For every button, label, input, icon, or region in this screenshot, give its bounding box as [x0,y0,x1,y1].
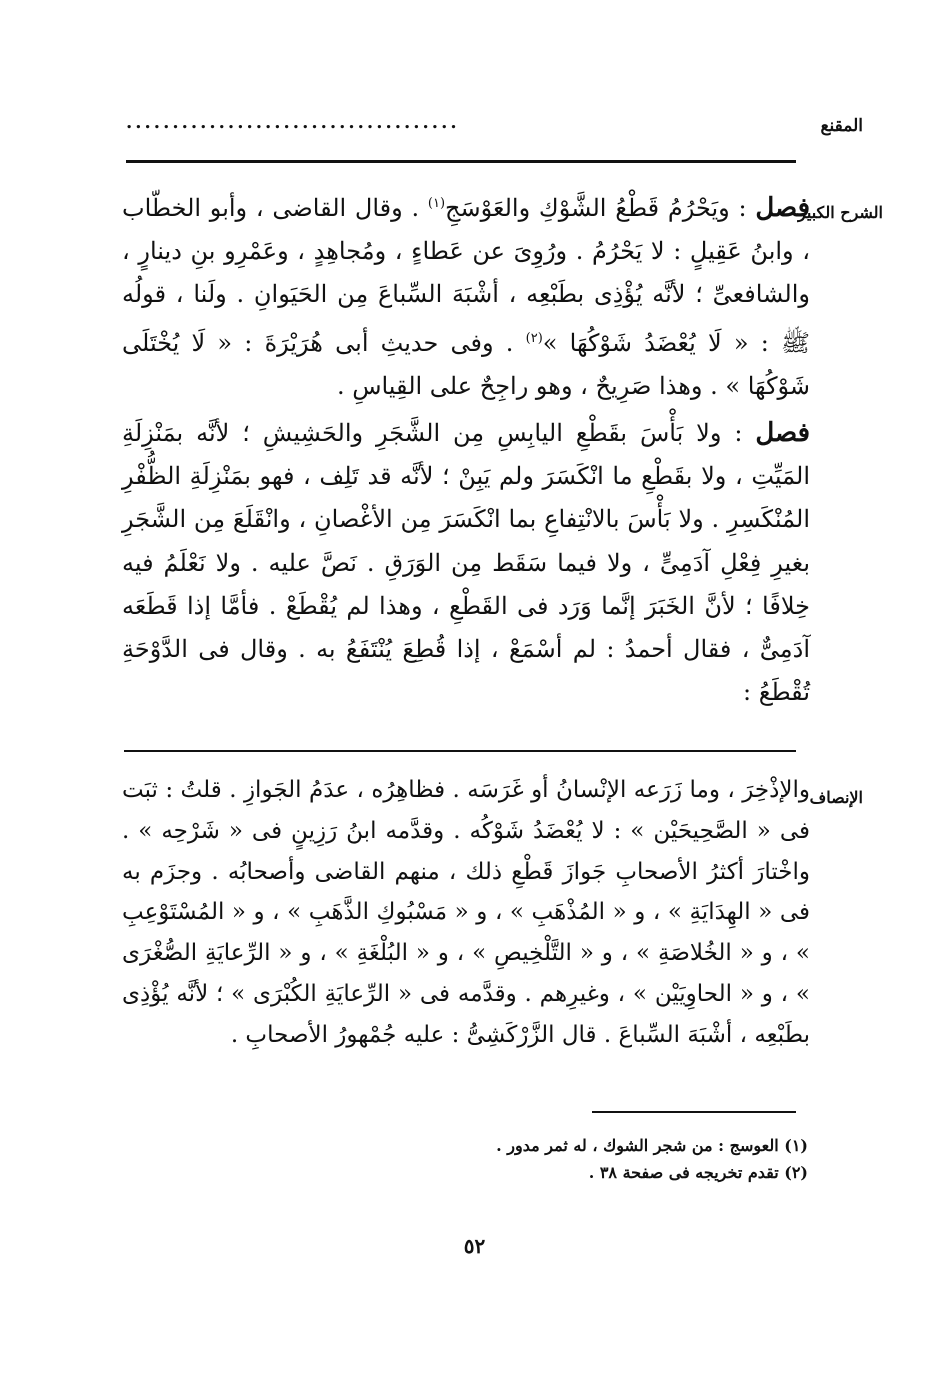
footnotes [208,1132,808,1186]
paragraph-text: . وفى حديثِ أبى هُرَيْرَةَ : « لَا يُخْتَلَى شَوْكُهَا » . وهذا صَرِيحٌ ، وهو راجِحٌ على القِياسِ . [122,328,810,400]
page-number: ٥٢ [463,1234,486,1258]
footnote-2: (٢) تقدم تخريجه فى صفحة ٣٨ . [588,1163,808,1182]
section-divider [124,750,796,752]
footnote-1: (١) العوسج : من شجر الشوك ، له ثمر مدور . [496,1136,808,1155]
section-heading: فصل [755,193,811,223]
footnote-ref-1[interactable]: (١) [427,196,446,211]
paragraph-text: : ولا بَأْسَ بقَطْعِ اليابِسِ مِن الشَّجَرِ والحَشِيشِ ؛ لأنَّه بمَنْزِلَةِ المَيِّتِ ، ولا بقَطْعِ ما انْكَسَرَ ولم يَبِنْ ؛ لأنَّه قد تَلِف ، فهو بمَنْزِلَةِ الظُّفْرِ المُنْكَسِرِ . ولا بَأْسَ بالانْتِفاعِ بما انْكَسَرَ مِن الأغْصانِ ، وانْقَلَعَ مِن الشَّجَرِ بغيرِ فِعْلِ آدَمِىٍّ ، ولا فيما سَقَط مِن الوَرَقِ . نَصَّ عليه . ولا نَعْلَمُ فيه خِلافًا ؛ لأنَّ الخَبَرَ إنَّما وَرَد فى القَطْعِ ، وهذا لم يُقْطَعْ . فأمَّا إذا قَطَعَه آدَمِىٌّ ، فقال أحمدُ : لم أسْمَعْ ، إذا قُطِعَ يُنْتَفَعُ به . وقال فى الدَّوْحَةِ تُقْطَعُ : [122,419,810,707]
sharh-section [122,182,810,714]
header-rule [126,160,796,163]
paragraph-1 [122,182,810,408]
insaf-section [122,770,810,1056]
paragraph-text: : ويَحْرُمُ قَطْعُ الشَّوْكِ والعَوْسَجِ [445,194,756,222]
paragraph-2 [122,412,810,714]
side-label-sharh: الشرح الكبير [798,203,883,222]
header-dot-leader: .................................... [126,112,460,133]
footnote-ref-2[interactable]: (٢) [525,330,543,346]
running-header-title: المقنع [820,116,863,136]
footnote-rule [592,1111,796,1113]
paragraph-text: . وقال القاضى ، وأبو الخطّاب ، وابنُ عَقِيلٍ : لا يَحْرُمُ . ورُوِىَ عن عَطاءٍ ، ومُجاهِدٍ ، وعَمْرِو بنِ دينارٍ ، والشافعىِّ ؛ لأنَّه يُؤْذِى بطَبْعِه ، أشْبَهَ السِّباعَ مِن الحَيَوانِ . ولَنا ، قولُه ﷺ : « لَا يُعْضَدُ شَوْكُهَا » [122,194,810,357]
side-label-insaf: الإنصاف [809,788,863,807]
paragraph-3: والإذْخِرَ ، وما زَرَعه الإنْسانُ أو غَرَسَه . فظاهِرُه ، عدَمُ الجَوازِ . قلتُ : ثبَت فى « الصَّحِيحَيْن » : لا يُعْضَدُ شَوْكُه . وقدَّمه ابنُ رَزِينٍ فى « شَرْحِه » . واخْتارَ أكثرُ الأصحابِ جَوازَ قَطْعِ ذلك ، منهم القاضى وأصحابُه . وجزَم به فى « الهِدَايَةِ » ، و « المُذْهَبِ » ، و « مَسْبُوكِ الذَّهَبِ » ، و « المُسْتَوْعِبِ » ، و « الخُلاصَةِ » ، و « التَّلْخِيصِ » ، و « البُلْغَةِ » ، و « الرِّعايَةِ الصُّغْرَى » ، و « الحاوِيَيْن » ، وغيرِهم . وقدَّمه فى « الرِّعايَةِ الكُبْرَى » ؛ لأنَّه يُؤْذِى بطَبْعِه ، أشْبَهَ السِّباعَ . قال الزَّرْكَشِىُّ : عليه جُمْهورُ الأصحابِ . [122,777,810,1048]
section-heading: فصل [755,418,810,449]
